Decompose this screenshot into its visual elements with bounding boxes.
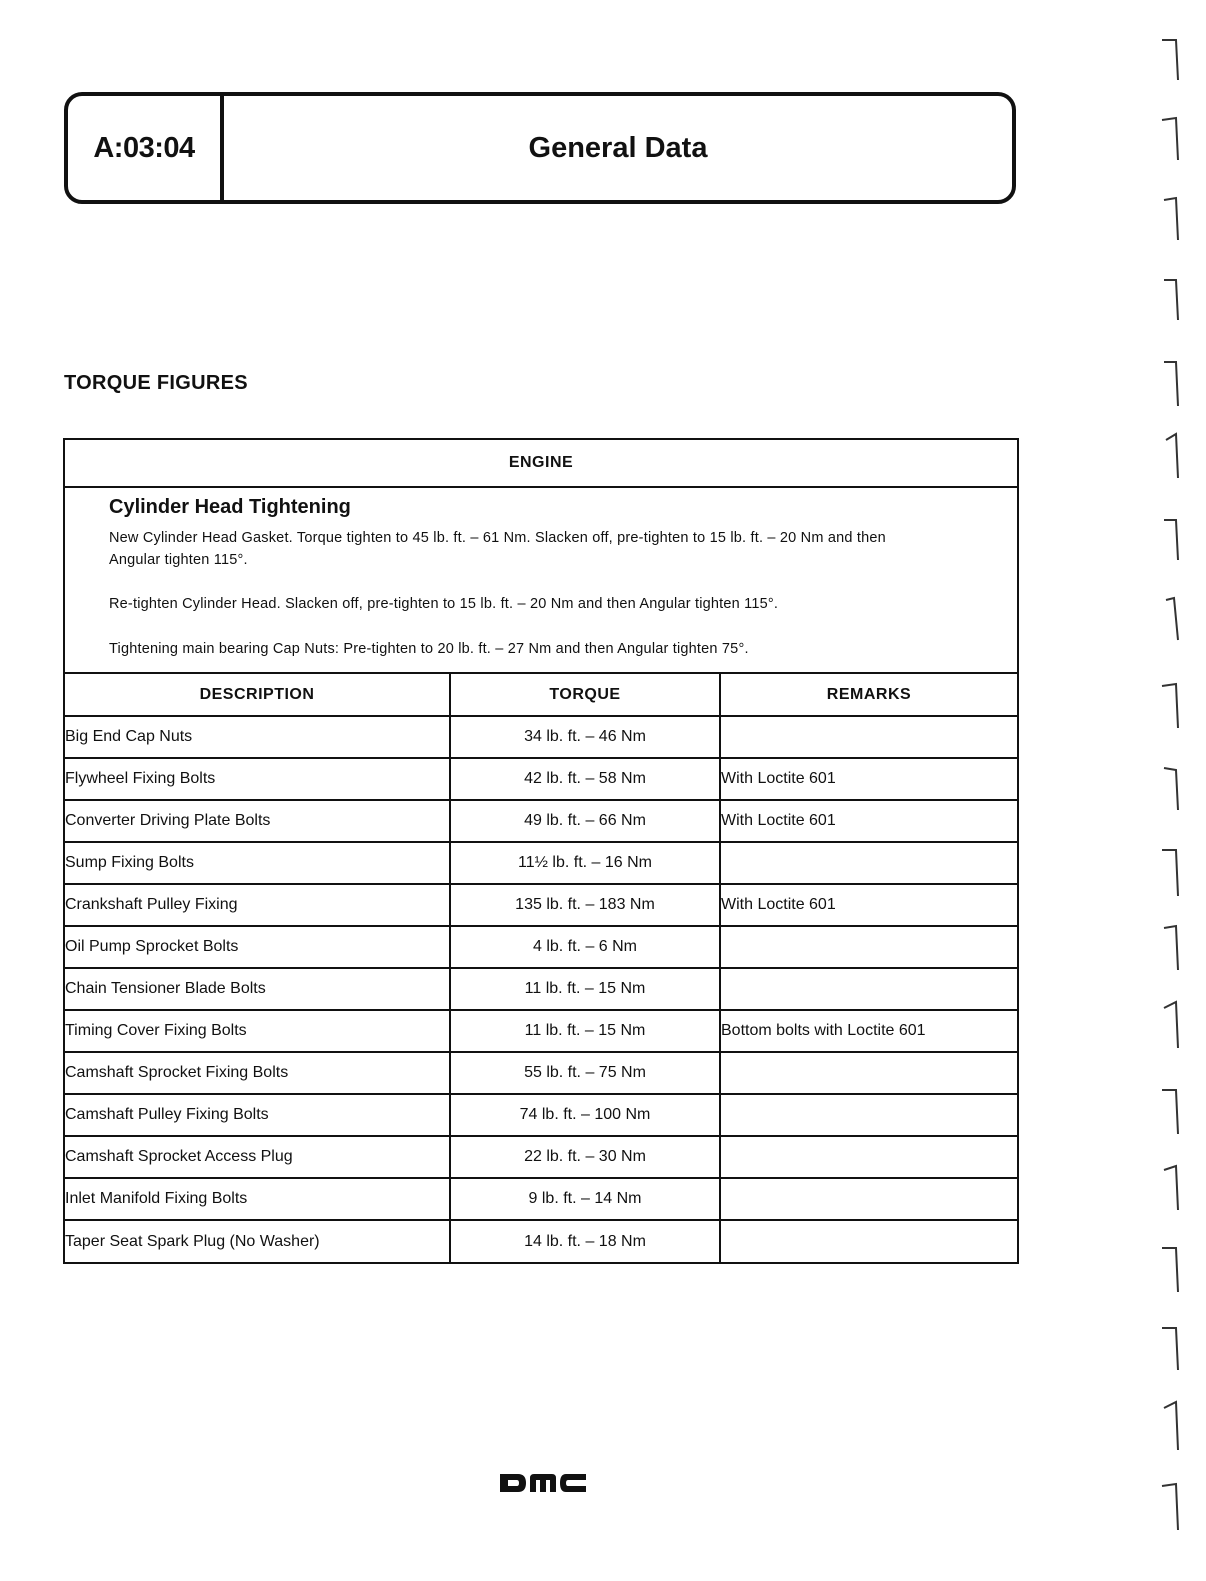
remarks-cell: [720, 1178, 1017, 1220]
remarks-cell: Bottom bolts with Loctite 601: [720, 1010, 1017, 1052]
table-row: [65, 884, 1017, 926]
remarks-cell: [720, 716, 1017, 758]
table-header-row: [65, 674, 1017, 716]
table-row: [65, 1178, 1017, 1220]
dmc-logo-icon: [498, 1468, 588, 1498]
remarks-cell: With Loctite 601: [720, 758, 1017, 800]
table-row: [65, 968, 1017, 1010]
remarks-cell: [720, 968, 1017, 1010]
remarks-cell: [720, 1136, 1017, 1178]
remarks-cell: With Loctite 601: [720, 884, 1017, 926]
torque-cell: 9 lb. ft. – 14 Nm: [450, 1178, 720, 1220]
table-row: [65, 800, 1017, 842]
torque-cell: 11 lb. ft. – 15 Nm: [450, 968, 720, 1010]
torque-cell: 34 lb. ft. – 46 Nm: [450, 716, 720, 758]
table-row: [65, 1094, 1017, 1136]
table-row: [65, 842, 1017, 884]
engine-torque-box: [63, 438, 1019, 1264]
description-cell: Camshaft Sprocket Access Plug: [65, 1136, 450, 1178]
column-header-description: DESCRIPTION: [65, 674, 450, 716]
table-row: [65, 926, 1017, 968]
column-header-torque: TORQUE: [450, 674, 720, 716]
cylinder-head-notes: [65, 488, 1017, 674]
table-row: [65, 1136, 1017, 1178]
description-cell: Camshaft Sprocket Fixing Bolts: [65, 1052, 450, 1094]
torque-cell: 11 lb. ft. – 15 Nm: [450, 1010, 720, 1052]
description-cell: Big End Cap Nuts: [65, 716, 450, 758]
description-cell: Camshaft Pulley Fixing Bolts: [65, 1094, 450, 1136]
torque-cell: 74 lb. ft. – 100 Nm: [450, 1094, 720, 1136]
description-cell: Timing Cover Fixing Bolts: [65, 1010, 450, 1052]
notes-paragraph: Re-tighten Cylinder Head. Slacken off, pre-tighten to 15 lb. ft. – 20 Nm and then Angular tighten 115°.: [109, 596, 779, 612]
torque-cell: 4 lb. ft. – 6 Nm: [450, 926, 720, 968]
section-heading: TORQUE FIGURES: [64, 372, 248, 394]
description-cell: Flywheel Fixing Bolts: [65, 758, 450, 800]
notes-paragraph: Tightening main bearing Cap Nuts: Pre-tighten to 20 lb. ft. – 27 Nm and then Angular tighten 75°.: [109, 641, 749, 657]
torque-cell: 135 lb. ft. – 183 Nm: [450, 884, 720, 926]
description-cell: Sump Fixing Bolts: [65, 842, 450, 884]
remarks-cell: [720, 1094, 1017, 1136]
remarks-cell: [720, 1220, 1017, 1262]
description-cell: Oil Pump Sprocket Bolts: [65, 926, 450, 968]
section-code: A:03:04: [68, 96, 224, 200]
table-row: [65, 1220, 1017, 1262]
table-row: [65, 1052, 1017, 1094]
notes-paragraph: New Cylinder Head Gasket. Torque tighten to 45 lb. ft. – 61 Nm. Slacken off, pre-tighten to 15 lb. ft. – 20 Nm and then Angular tighten 115°.: [109, 530, 886, 568]
torque-table: [65, 674, 1017, 1262]
torque-cell: 14 lb. ft. – 18 Nm: [450, 1220, 720, 1262]
torque-cell: 42 lb. ft. – 58 Nm: [450, 758, 720, 800]
remarks-cell: [720, 842, 1017, 884]
torque-cell: 55 lb. ft. – 75 Nm: [450, 1052, 720, 1094]
remarks-cell: [720, 926, 1017, 968]
page-title: General Data: [528, 131, 708, 164]
description-cell: Chain Tensioner Blade Bolts: [65, 968, 450, 1010]
torque-cell: 22 lb. ft. – 30 Nm: [450, 1136, 720, 1178]
section-header: [64, 92, 1016, 204]
engine-header: ENGINE: [65, 440, 1017, 488]
remarks-cell: With Loctite 601: [720, 800, 1017, 842]
notes-title: Cylinder Head Tightening: [109, 496, 351, 518]
description-cell: Taper Seat Spark Plug (No Washer): [65, 1220, 450, 1262]
description-cell: Inlet Manifold Fixing Bolts: [65, 1178, 450, 1220]
torque-cell: 49 lb. ft. – 66 Nm: [450, 800, 720, 842]
description-cell: Converter Driving Plate Bolts: [65, 800, 450, 842]
remarks-cell: [720, 1052, 1017, 1094]
table-row: [65, 716, 1017, 758]
table-row: [65, 758, 1017, 800]
column-header-remarks: REMARKS: [720, 674, 1017, 716]
torque-cell: 11½ lb. ft. – 16 Nm: [450, 842, 720, 884]
description-cell: Crankshaft Pulley Fixing: [65, 884, 450, 926]
table-row: [65, 1010, 1017, 1052]
binding-marks: [1150, 30, 1190, 1550]
